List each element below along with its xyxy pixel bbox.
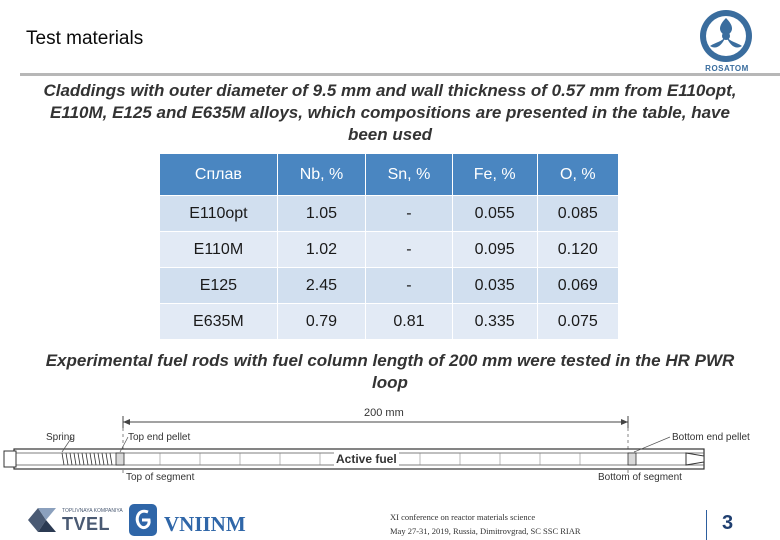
spring-label: Spring bbox=[46, 432, 75, 443]
fuel-rod-diagram bbox=[0, 400, 780, 495]
cell-alloy: E125 bbox=[160, 268, 278, 304]
cell-sn: 0.81 bbox=[366, 304, 453, 340]
cell-sn: - bbox=[366, 196, 453, 232]
cell-fe: 0.335 bbox=[452, 304, 537, 340]
tvel-logo-text: TVEL bbox=[62, 514, 111, 534]
cell-nb: 1.05 bbox=[277, 196, 365, 232]
bottom-of-segment-label: Bottom of segment bbox=[598, 472, 682, 483]
vniinm-logo-icon bbox=[128, 502, 158, 538]
table-row bbox=[160, 196, 619, 232]
tvel-small-text: TOPLIVNAYA KOMPANIYA bbox=[62, 508, 123, 514]
header-nb: Nb, % bbox=[277, 154, 365, 196]
cell-alloy: E635M bbox=[160, 304, 278, 340]
top-end-pellet-label: Top end pellet bbox=[128, 432, 191, 443]
active-fuel-label: Active fuel bbox=[336, 452, 397, 466]
cell-sn: - bbox=[366, 232, 453, 268]
header-alloy: Сплав bbox=[160, 154, 278, 196]
table-row bbox=[160, 268, 619, 304]
cell-nb: 1.02 bbox=[277, 232, 365, 268]
tvel-logo-icon bbox=[24, 502, 60, 538]
slide-title: Test materials bbox=[26, 28, 144, 49]
alloy-composition-table bbox=[159, 153, 619, 340]
cell-nb: 2.45 bbox=[277, 268, 365, 304]
top-of-segment-label: Top of segment bbox=[126, 472, 195, 483]
cell-o: 0.075 bbox=[537, 304, 618, 340]
vniinm-logo-text: VNIINM bbox=[164, 512, 246, 536]
cell-alloy: E110M bbox=[160, 232, 278, 268]
conference-info bbox=[390, 510, 581, 538]
header-o: O, % bbox=[537, 154, 618, 196]
table-row bbox=[160, 304, 619, 340]
conference-date-place: May 27-31, 2019, Russia, Dimitrovgrad, SC SSC RIAR bbox=[390, 526, 581, 536]
cell-o: 0.085 bbox=[537, 196, 618, 232]
cell-o: 0.120 bbox=[537, 232, 618, 268]
table-header-row bbox=[160, 154, 619, 196]
footer-divider bbox=[706, 510, 707, 540]
bottom-end-pellet-label: Bottom end pellet bbox=[672, 432, 750, 443]
fuel-column-length-label: 200 mm bbox=[364, 407, 404, 419]
cell-fe: 0.055 bbox=[452, 196, 537, 232]
conference-title: XI conference on reactor materials science bbox=[390, 512, 536, 522]
title-divider bbox=[20, 73, 780, 76]
cell-nb: 0.79 bbox=[277, 304, 365, 340]
cell-fe: 0.035 bbox=[452, 268, 537, 304]
cell-fe: 0.095 bbox=[452, 232, 537, 268]
table-row bbox=[160, 232, 619, 268]
intro-text: Claddings with outer diameter of 9.5 mm and wall thickness of 0.57 mm from E110opt, E110M, E125 and E635M alloys, which compositions are presented in the table, have been used bbox=[43, 81, 737, 144]
page-number: 3 bbox=[722, 512, 734, 534]
cell-sn: - bbox=[366, 268, 453, 304]
experiment-text: Experimental fuel rods with fuel column length of 200 mm were tested in the HR PWR loop bbox=[45, 351, 735, 392]
header-fe: Fe, % bbox=[452, 154, 537, 196]
rosatom-logo-text: ROSATOM bbox=[705, 64, 749, 73]
cell-o: 0.069 bbox=[537, 268, 618, 304]
cell-alloy: E110opt bbox=[160, 196, 278, 232]
header-sn: Sn, % bbox=[366, 154, 453, 196]
